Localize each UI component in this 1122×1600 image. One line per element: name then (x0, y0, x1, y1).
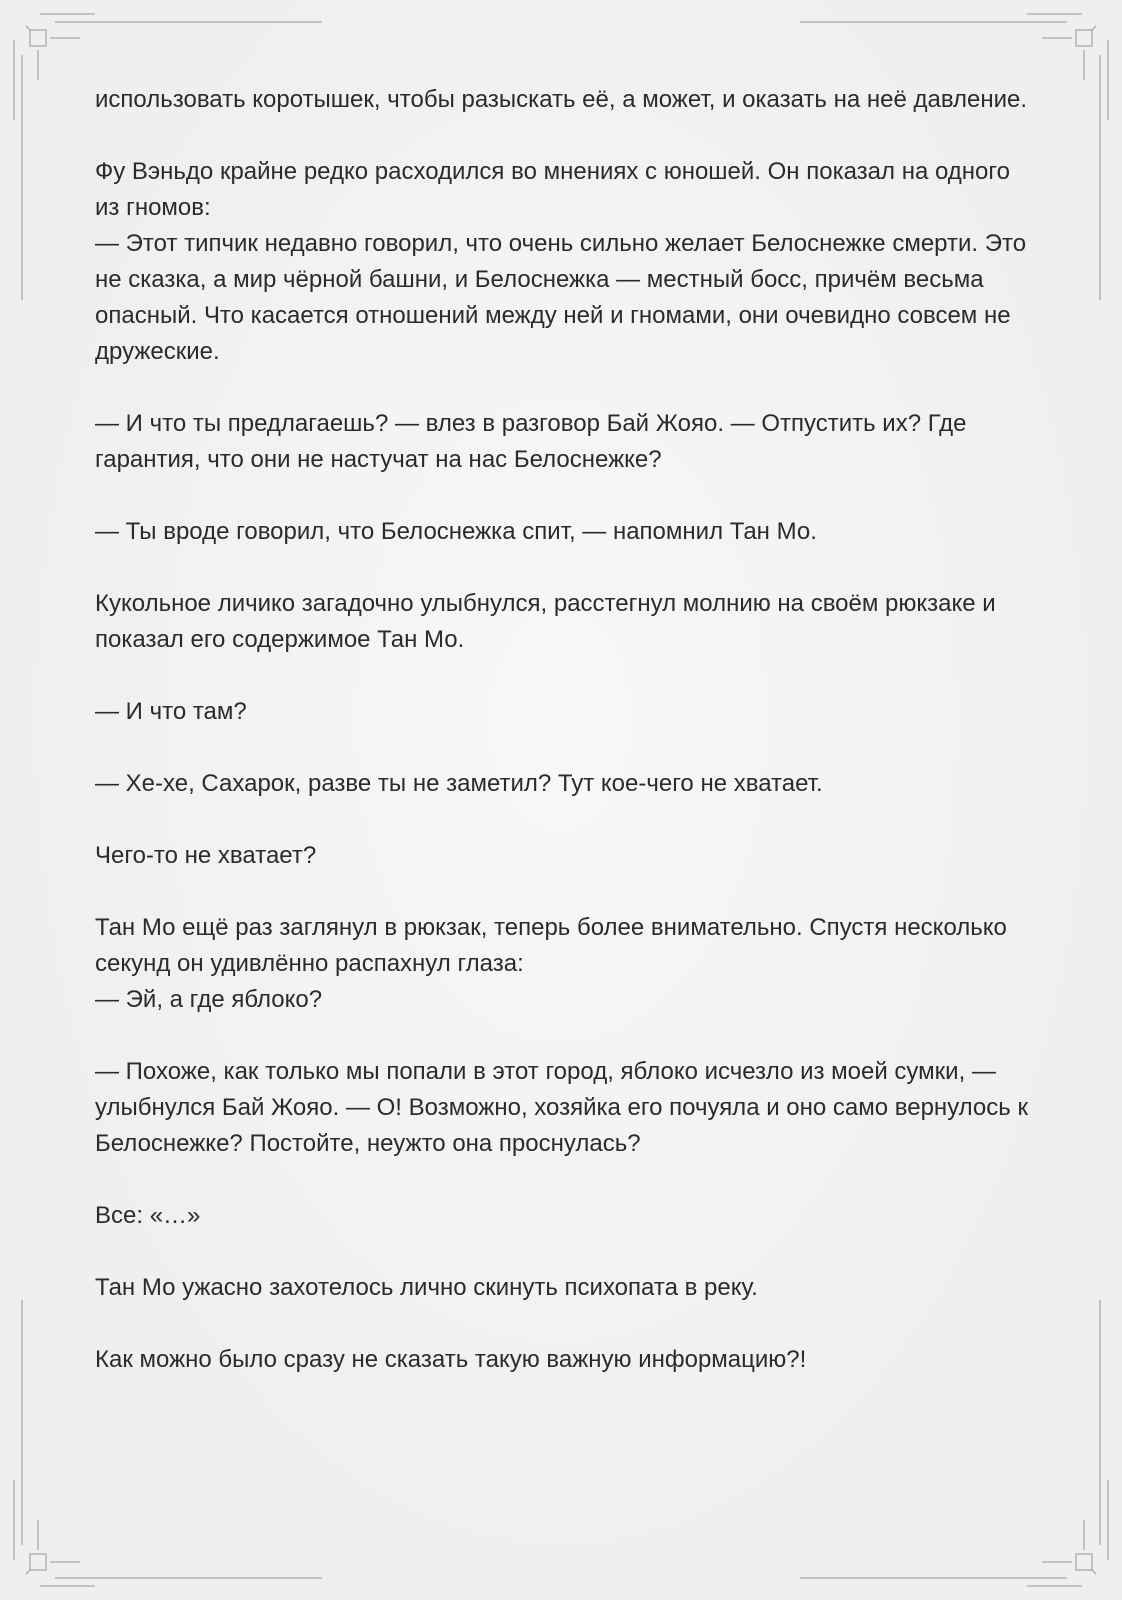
paragraph: Кукольное личико загадочно улыбнулся, расстегнул молнию на своём рюкзаке и показал его содержимое Тан Мо. (95, 590, 1003, 653)
paragraph: Чего-то не хватает? (95, 842, 317, 869)
paragraph: — И что там? (95, 698, 247, 725)
story-text (95, 82, 1035, 1414)
paragraph: — Похоже, как только мы попали в этот город, яблоко исчезло из моей сумки, — улыбнулся Бай Жояо. — О! Возможно, хозяйка его почуяла и оно само вернулось к Белоснежке? Постойте, неужто она проснулась? (95, 1058, 1035, 1157)
paragraph: — Ты вроде говорил, что Белоснежка спит, — напомнил Тан Мо. (95, 518, 817, 545)
paragraph: Тан Мо ужасно захотелось лично скинуть психопата в реку. (95, 1274, 758, 1301)
paragraph: — Хе-хе, Сахарок, разве ты не заметил? Тут кое-чего не хватает. (95, 770, 823, 797)
paragraph: Как можно было сразу не сказать такую важную информацию?! (95, 1346, 807, 1373)
paragraph: Тан Мо ещё раз заглянул в рюкзак, теперь более внимательно. Спустя несколько секунд он удивлённо распахнул глаза: — Эй, а где яблоко? (95, 914, 1007, 1013)
paragraph: Фу Вэньдо крайне редко расходился во мнениях с юношей. Он показал на одного из гномов: — Этот типчик недавно говорил, что очень сильно желает Белоснежке смерти. Это не сказка, а мир чёрной башни, и Белоснежка — местный босс, причём весьма опасный. Что касается отношений между ней и гномами, они очевидно совсем не дружеские. (95, 158, 1027, 365)
paragraph: — И что ты предлагаешь? — влез в разговор Бай Жояо. — Отпустить их? Где гарантия, что они не настучат на нас Белоснежке? (95, 410, 974, 473)
paragraph: использовать коротышек, чтобы разыскать её, а может, и оказать на неё давление. (95, 86, 1028, 113)
paragraph: Все: «…» (95, 1202, 201, 1229)
